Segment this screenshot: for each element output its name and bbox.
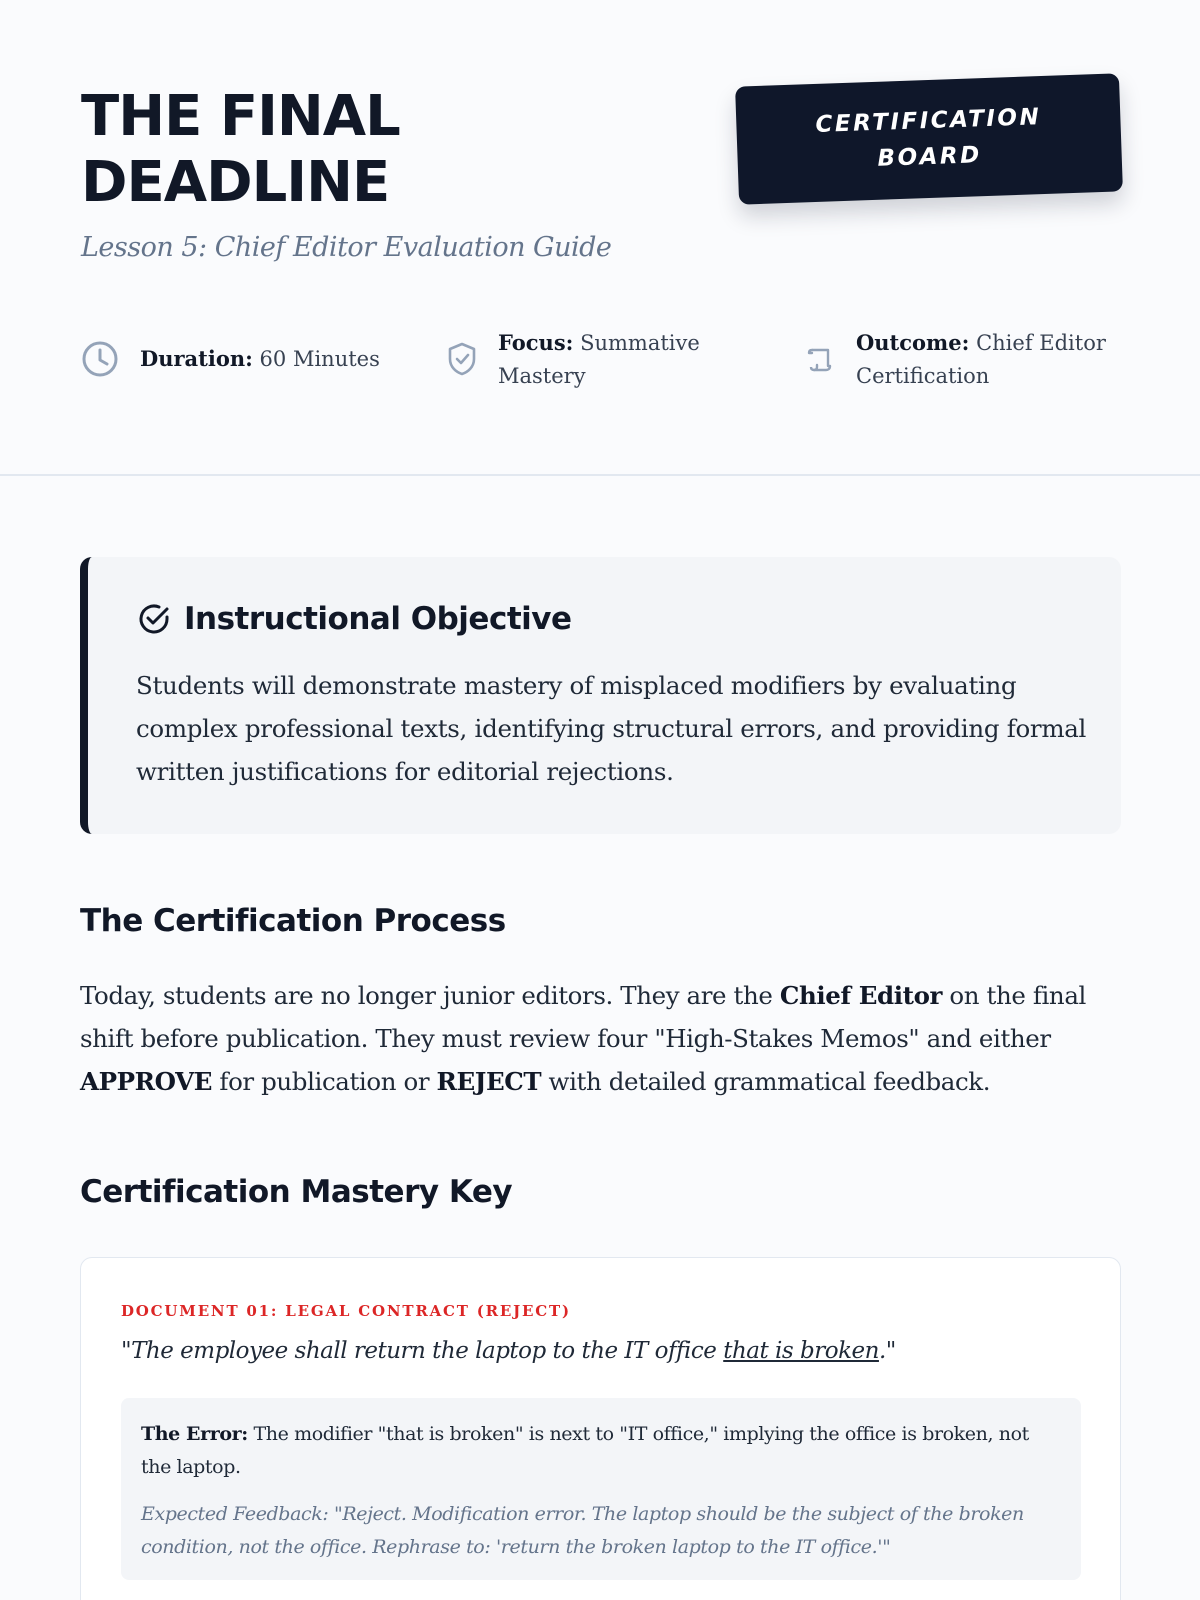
meta-focus: [442, 326, 762, 392]
document-label: DOCUMENT 01: LEGAL CONTRACT (REJECT): [121, 1302, 571, 1320]
meta-duration: [80, 326, 410, 392]
quote-text-before: "The employee shall return the laptop to the IT office: [121, 1338, 724, 1364]
objective-panel: [80, 557, 1121, 834]
meta-focus-text: [498, 326, 762, 393]
quote-text-after: .": [878, 1338, 896, 1364]
certification-badge: [735, 73, 1123, 204]
scroll-icon: [800, 339, 840, 379]
page-header: [0, 0, 1200, 476]
process-text-3: for publication or: [212, 1067, 437, 1096]
error-explanation-box: [121, 1398, 1081, 1580]
meta-focus-label: Focus:: [498, 329, 574, 355]
error-description: The modifier "that is broken" is next to "IT office," implying the office is broken, not the laptop.: [141, 1423, 1029, 1478]
badge-label: CERTIFICATION BOARD: [815, 104, 1042, 172]
title-line-1: THE FINAL: [81, 84, 400, 149]
meta-outcome-value: Chief Editor Certification: [856, 330, 1106, 388]
meta-duration-label: Duration:: [140, 346, 253, 371]
objective-title: Instructional Objective: [184, 601, 572, 637]
page-title: [81, 84, 400, 216]
error-text: [141, 1418, 1041, 1484]
process-chief-editor: Chief Editor: [779, 981, 943, 1010]
clock-icon: [80, 339, 120, 379]
process-text-4: with detailed grammatical feedback.: [541, 1067, 991, 1096]
document-quote: [121, 1338, 896, 1364]
page-subtitle: Lesson 5: Chief Editor Evaluation Guide: [81, 232, 612, 263]
meta-duration-text: [140, 342, 380, 376]
process-text-1: Today, students are no longer junior editors. They are the: [80, 981, 780, 1010]
expected-feedback: Expected Feedback: "Reject. Modification error. The laptop should be the subject of the broken condition, not the office. Rephrase to: 'return the broken laptop to the IT office.'": [141, 1503, 1024, 1558]
shield-check-icon: [442, 339, 482, 379]
title-line-2: DEADLINE: [81, 150, 390, 215]
process-heading: The Certification Process: [80, 903, 506, 939]
error-label: The Error:: [141, 1423, 248, 1445]
objective-text: Students will demonstrate mastery of misplaced modifiers by evaluating complex professional texts, identifying structural errors, and providing formal written justifications for editorial rejections.: [136, 671, 1087, 786]
process-text-2: on the final shift before publication. They must review four "High-Stakes Memos" and either: [80, 981, 1086, 1053]
check-circle-icon: [136, 601, 172, 637]
process-reject: REJECT: [436, 1067, 542, 1096]
meta-focus-value: Summative Mastery: [498, 330, 700, 388]
objective-heading-row: [136, 601, 572, 637]
process-paragraph: [80, 974, 1130, 1103]
meta-outcome-label: Outcome:: [856, 329, 970, 355]
document-card: [80, 1257, 1121, 1600]
quote-modifier: that is broken: [723, 1338, 879, 1364]
meta-outcome: [800, 326, 1140, 392]
mastery-heading: Certification Mastery Key: [80, 1174, 513, 1210]
meta-duration-value: 60 Minutes: [259, 347, 380, 371]
meta-outcome-text: [856, 326, 1140, 393]
process-approve: APPROVE: [80, 1067, 213, 1096]
